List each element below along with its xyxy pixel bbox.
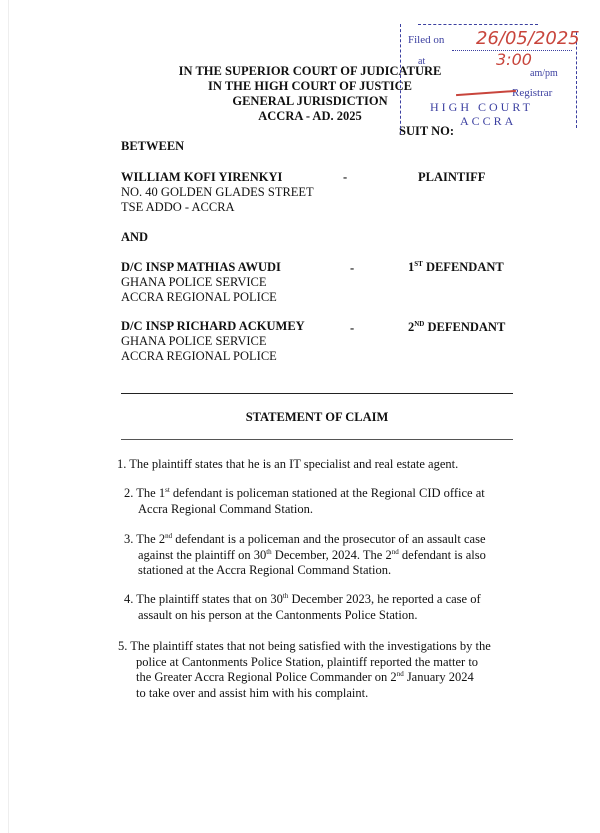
paragraph-1-text: The plaintiff states that he is an IT specialist and real estate agent. — [129, 457, 459, 471]
paragraph-2-number: 2. — [124, 486, 134, 500]
scan-edge — [8, 0, 9, 833]
defendant1-block — [121, 260, 381, 305]
defendant1-address-line1: GHANA POLICE SERVICE — [121, 275, 267, 289]
stamp-court: HIGH COURT — [430, 100, 533, 114]
paragraph-4-line2: assault on his person at the Cantonments Police Station. — [138, 607, 418, 622]
paragraph-5-line3 — [118, 670, 528, 686]
stamp-filed-on-label: Filed on — [408, 34, 445, 46]
plaintiff-name: WILLIAM KOFI YIRENKYI — [121, 170, 283, 184]
paragraph-3-line2-sup2: nd — [391, 547, 399, 556]
court-header-line4: ACCRA - AD. 2025 — [258, 109, 362, 123]
defendant1-role — [408, 260, 504, 275]
defendant1-role-sup: ST — [414, 259, 423, 268]
paragraph-3-text-b: defendant is a policeman and the prosecutor of an assault case — [172, 532, 486, 546]
defendant2-name: D/C INSP RICHARD ACKUMEY — [121, 319, 305, 333]
stamp-signature-scribble — [456, 90, 516, 96]
stamp-city: ACCRA — [460, 114, 517, 128]
court-header-line1: IN THE SUPERIOR COURT OF JUDICATURE — [178, 64, 442, 78]
paragraph-3-sup: nd — [165, 531, 173, 540]
filing-stamp — [396, 18, 586, 138]
title-rule-bottom — [121, 439, 513, 440]
defendant1-dash: - — [350, 261, 355, 275]
paragraph-5-line1: The plaintiff states that not being satisfied with the investigations by the — [130, 639, 491, 653]
paragraph-3-line2-c: defendant is also — [398, 547, 486, 562]
defendant2-role-text: DEFENDANT — [427, 320, 506, 334]
suit-number-label: SUIT NO: — [399, 124, 454, 138]
plaintiff-block — [121, 170, 381, 215]
defendant2-role-num: 2 — [408, 320, 415, 334]
paragraph-5-line3-a: the Greater Accra Regional Police Commander on 2 — [136, 670, 397, 684]
plaintiff-address-line2: TSE ADDO - ACCRA — [121, 200, 235, 214]
title-rule-top — [121, 393, 513, 394]
paragraph-4-sup: th — [282, 591, 289, 600]
stamp-at-label: at — [418, 56, 426, 67]
paragraph-2 — [124, 486, 524, 517]
plaintiff-address-line1: NO. 40 GOLDEN GLADES STREET — [121, 185, 314, 199]
paragraph-5-line3-sup: nd — [396, 669, 404, 678]
paragraph-4-text-b: December 2023, he reported a case of — [288, 592, 481, 606]
plaintiff-dash: - — [343, 170, 348, 184]
stamp-ampm: am/pm — [530, 68, 558, 79]
document-title: STATEMENT OF CLAIM — [245, 410, 389, 424]
paragraph-3-line2-a: against the plaintiff on 30 — [138, 547, 267, 562]
and-label: AND — [121, 230, 149, 244]
paragraph-3-text-a: The 2 — [136, 532, 166, 546]
paragraph-3-line2 — [124, 548, 524, 564]
between-label: BETWEEN — [121, 139, 185, 153]
defendant1-name: D/C INSP MATHIAS AWUDI — [121, 260, 281, 274]
paragraph-4 — [124, 592, 524, 623]
defendant2-role — [408, 320, 505, 335]
court-header-line2: IN THE HIGH COURT OF JUSTICE — [208, 79, 412, 93]
paragraph-5-line3-b: January 2024 — [403, 670, 474, 684]
paragraph-3-line2-sup: th — [266, 547, 272, 556]
defendant1-role-text: DEFENDANT — [425, 260, 504, 274]
paragraph-5-number: 5. — [118, 639, 128, 653]
paragraph-2-sup: st — [165, 485, 170, 494]
plaintiff-role: PLAINTIFF — [418, 170, 486, 184]
paragraph-5 — [118, 639, 528, 701]
paragraph-2-line2: Accra Regional Command Station. — [138, 501, 313, 516]
court-header-line3: GENERAL JURISDICTION — [232, 94, 388, 108]
stamp-registrar: Registrar — [512, 87, 553, 99]
paragraph-4-number: 4. — [124, 592, 134, 606]
defendant2-role-sup: ND — [414, 319, 425, 328]
paragraph-3-line2-b: December, 2024. The 2 — [271, 547, 392, 562]
paragraph-5-line4: to take over and assist him with his complaint. — [136, 685, 369, 700]
defendant2-dash: - — [350, 321, 355, 335]
paragraph-2-text-a: The 1 — [136, 486, 166, 500]
defendant2-address-line1: GHANA POLICE SERVICE — [121, 334, 267, 348]
defendant1-address-line2: ACCRA REGIONAL POLICE — [121, 290, 277, 304]
paragraph-5-line2: police at Cantonments Police Station, plaintiff reported the matter to — [136, 654, 479, 669]
stamp-filed-date: 26/05/2025 — [476, 28, 580, 49]
stamp-top-rule — [418, 24, 538, 25]
defendant2-address-line2: ACCRA REGIONAL POLICE — [121, 349, 277, 363]
defendant2-block — [121, 319, 381, 364]
paragraph-1 — [117, 457, 517, 473]
stamp-time: 3:00 — [496, 50, 532, 69]
paragraph-3-line3: stationed at the Accra Regional Command Station. — [138, 563, 392, 577]
paragraph-3-number: 3. — [124, 532, 134, 546]
paragraph-2-text-b: defendant is policeman stationed at the Regional CID office at — [169, 486, 485, 500]
defendant1-role-num: 1 — [408, 260, 415, 274]
stamp-left-rule — [400, 24, 401, 134]
paragraph-1-number: 1. — [117, 457, 127, 471]
paragraph-3 — [124, 532, 524, 579]
paragraph-4-text-a: The plaintiff states that on 30 — [136, 592, 283, 606]
